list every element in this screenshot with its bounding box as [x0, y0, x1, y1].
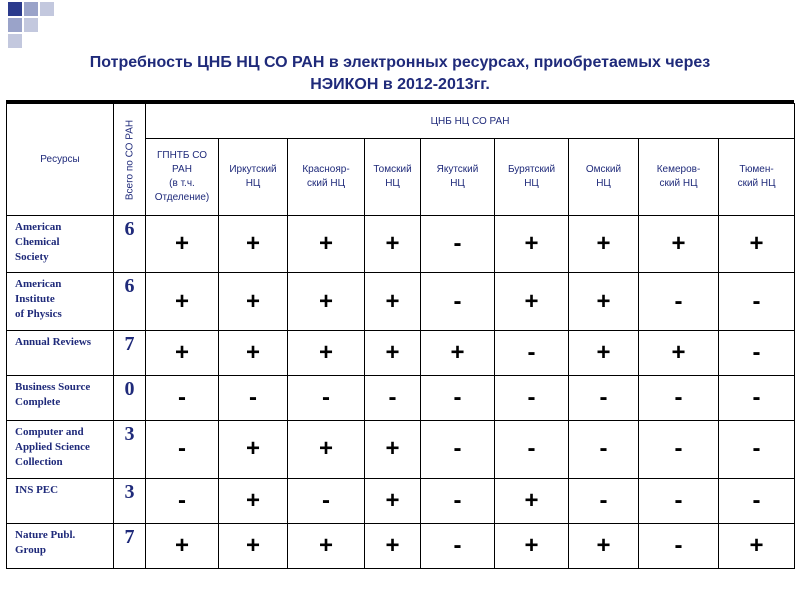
- need-value-cell: +: [569, 216, 639, 273]
- need-value-cell: +: [569, 523, 639, 568]
- need-value-cell: -: [146, 478, 219, 523]
- need-value-cell: +: [219, 273, 288, 330]
- need-value-cell: +: [495, 478, 569, 523]
- decor-square: [8, 34, 22, 48]
- resource-name-line: INS PEC: [15, 483, 59, 496]
- need-value-cell: -: [288, 376, 365, 421]
- header-column: [288, 139, 365, 216]
- decor-square: [8, 2, 22, 16]
- decor-square: [8, 18, 22, 32]
- table-row: [7, 330, 795, 375]
- resource-name-line: Applied Science: [15, 441, 90, 454]
- need-value-cell: +: [495, 273, 569, 330]
- resource-name: [7, 421, 114, 478]
- need-value-cell: -: [495, 330, 569, 375]
- need-value-cell: +: [365, 523, 421, 568]
- header-column: [146, 139, 219, 216]
- header-column-line: Якутский: [436, 164, 479, 175]
- header-group: ЦНБ НЦ СО РАН: [146, 104, 795, 139]
- resource-total: 0: [114, 376, 146, 421]
- table-row: [7, 421, 795, 478]
- need-value-cell: +: [639, 216, 719, 273]
- need-value-cell: +: [365, 421, 421, 478]
- resource-total: 6: [114, 273, 146, 330]
- need-value-cell: -: [365, 376, 421, 421]
- need-value-cell: +: [219, 478, 288, 523]
- header-column-line: Краснояр-: [302, 164, 350, 175]
- header-column: [569, 139, 639, 216]
- need-value-cell: +: [288, 421, 365, 478]
- need-value-cell: -: [495, 421, 569, 478]
- title-line-1: Потребность ЦНБ НЦ СО РАН в электронных ресурсах, приобретаемых через: [89, 54, 711, 71]
- header-column-line: Отделение): [154, 192, 210, 203]
- need-value-cell: -: [639, 523, 719, 568]
- resource-name-line: Chemical: [15, 236, 60, 248]
- need-value-cell: +: [288, 523, 365, 568]
- table-row: [7, 478, 795, 523]
- need-value-cell: -: [639, 478, 719, 523]
- need-value-cell: +: [365, 216, 421, 273]
- header-column-line: ский НЦ: [659, 178, 698, 189]
- need-value-cell: +: [719, 523, 795, 568]
- resource-total: 7: [114, 523, 146, 568]
- resource-total: 6: [114, 216, 146, 273]
- resource-name: [7, 523, 114, 568]
- resource-name: [7, 273, 114, 330]
- resource-name-line: Complete: [15, 396, 61, 409]
- need-value-cell: -: [719, 330, 795, 375]
- need-value-cell: -: [639, 421, 719, 478]
- header-column: [421, 139, 495, 216]
- need-value-cell: +: [219, 421, 288, 478]
- need-value-cell: +: [288, 330, 365, 375]
- header-column: [365, 139, 421, 216]
- resource-name-line: Society: [15, 251, 49, 263]
- need-value-cell: -: [421, 216, 495, 273]
- need-value-cell: -: [421, 273, 495, 330]
- decor-square: [24, 2, 38, 16]
- need-value-cell: +: [569, 330, 639, 375]
- header-column-line: Иркутский: [229, 164, 277, 175]
- header-column-line: Томский: [373, 164, 412, 175]
- header-resources: Ресурсы: [7, 104, 114, 216]
- need-value-cell: -: [146, 376, 219, 421]
- need-value-cell: +: [146, 330, 219, 375]
- resource-name-line: Computer and: [15, 426, 84, 439]
- header-column: [719, 139, 795, 216]
- header-column-line: НЦ: [245, 178, 261, 189]
- resource-name-line: American: [15, 221, 62, 233]
- resource-name-line: Nature Publ.: [15, 528, 76, 541]
- need-value-cell: -: [421, 376, 495, 421]
- header-column-line: Омский: [585, 164, 622, 175]
- need-value-cell: +: [288, 216, 365, 273]
- header-column-line: НЦ: [524, 178, 539, 189]
- need-value-cell: -: [421, 523, 495, 568]
- table-row: [7, 376, 795, 421]
- header-column-line: Бурятский: [507, 164, 556, 175]
- need-value-cell: +: [569, 273, 639, 330]
- resource-name-line: Institute: [15, 293, 55, 306]
- need-value-cell: -: [495, 376, 569, 421]
- need-value-cell: +: [288, 273, 365, 330]
- need-value-cell: +: [365, 478, 421, 523]
- decor-square: [24, 18, 38, 32]
- need-value-cell: -: [719, 376, 795, 421]
- need-value-cell: -: [569, 478, 639, 523]
- table-row: [7, 523, 795, 568]
- resource-total: 3: [114, 478, 146, 523]
- header-column-line: ГПНТБ СО: [156, 150, 208, 161]
- title-line-2: НЭИКОН в 2012-2013гг.: [310, 76, 490, 93]
- resource-name: [7, 478, 114, 523]
- need-value-cell: -: [421, 478, 495, 523]
- header-column-line: (в т.ч.: [169, 178, 195, 189]
- header-column-line: РАН: [172, 164, 192, 175]
- need-value-cell: +: [421, 330, 495, 375]
- need-value-cell: -: [569, 376, 639, 421]
- need-value-cell: -: [288, 478, 365, 523]
- need-value-cell: -: [219, 376, 288, 421]
- need-value-cell: -: [421, 421, 495, 478]
- need-value-cell: +: [495, 216, 569, 273]
- need-value-cell: +: [219, 523, 288, 568]
- header-column-line: ский НЦ: [307, 178, 345, 189]
- resource-name-line: of Physics: [15, 308, 62, 321]
- need-value-cell: +: [146, 216, 219, 273]
- header-column-line: НЦ: [450, 178, 465, 189]
- need-value-cell: -: [719, 273, 795, 330]
- resource-total: 7: [114, 330, 146, 375]
- header-column: [639, 139, 719, 216]
- resource-name: [7, 216, 114, 273]
- need-value-cell: +: [146, 273, 219, 330]
- resource-name-line: American: [15, 278, 62, 291]
- need-value-cell: +: [495, 523, 569, 568]
- need-value-cell: +: [365, 330, 421, 375]
- need-value-cell: -: [719, 421, 795, 478]
- need-value-cell: -: [639, 273, 719, 330]
- need-value-cell: +: [219, 330, 288, 375]
- resource-total: 3: [114, 421, 146, 478]
- decor-square: [40, 2, 54, 16]
- resource-name-line: Collection: [15, 456, 63, 469]
- need-value-cell: -: [719, 478, 795, 523]
- header-column: [495, 139, 569, 216]
- resource-name: [7, 330, 114, 375]
- need-value-cell: -: [639, 376, 719, 421]
- need-value-cell: -: [146, 421, 219, 478]
- header-column-line: НЦ: [385, 178, 400, 189]
- resource-name-line: Annual Reviews: [15, 335, 92, 348]
- need-value-cell: +: [146, 523, 219, 568]
- resource-name: [7, 376, 114, 421]
- header-total-label: Всего по СО РАН: [124, 119, 135, 200]
- header-column: [219, 139, 288, 216]
- table-row: [7, 216, 795, 273]
- header-column-line: ский НЦ: [737, 178, 776, 189]
- resource-name-line: Business Source: [15, 381, 91, 394]
- need-value-cell: +: [219, 216, 288, 273]
- resource-name-line: Group: [15, 543, 46, 556]
- resources-table: [6, 103, 795, 569]
- need-value-cell: -: [569, 421, 639, 478]
- need-value-cell: +: [365, 273, 421, 330]
- page-title: [0, 52, 800, 96]
- table-row: [7, 273, 795, 330]
- header-column-line: Тюмен-: [739, 164, 774, 175]
- header-column-line: НЦ: [596, 178, 611, 189]
- need-value-cell: +: [639, 330, 719, 375]
- header-total: [114, 104, 146, 216]
- header-column-line: Кемеров-: [656, 164, 701, 175]
- need-value-cell: +: [719, 216, 795, 273]
